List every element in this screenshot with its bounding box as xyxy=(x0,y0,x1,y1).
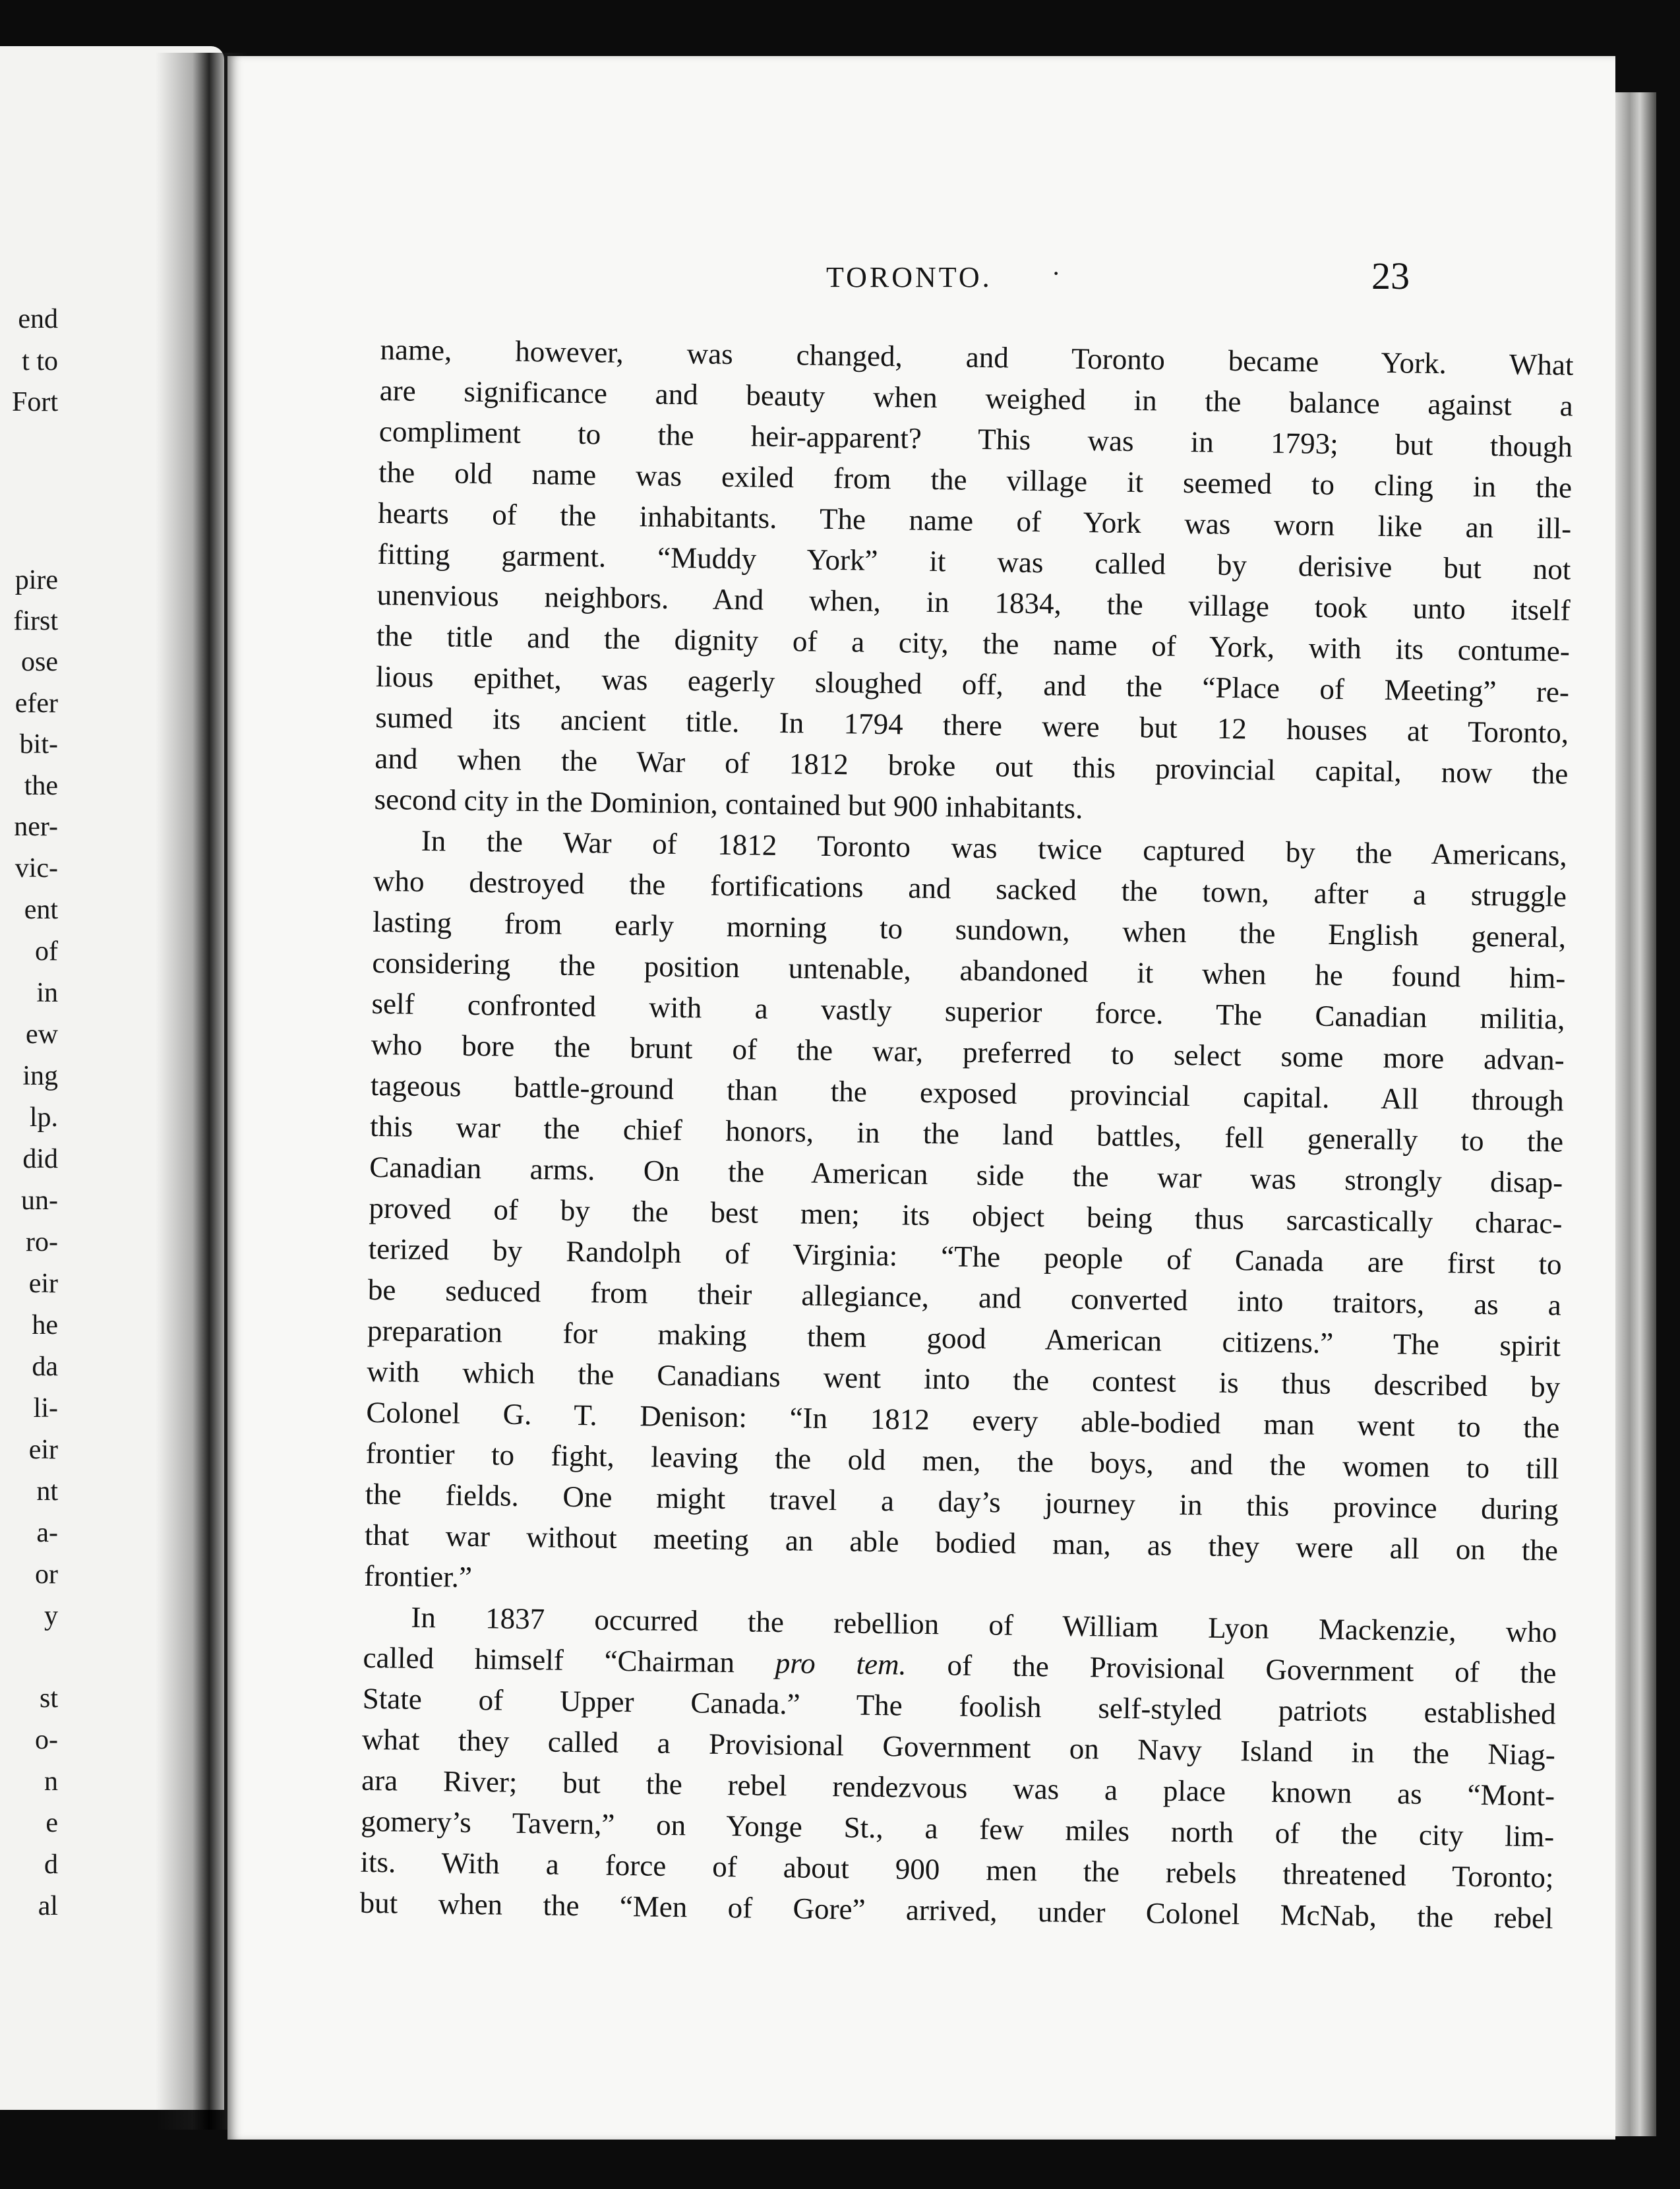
text-line: In the War of 1812 Toronto was twice captured by the Americans, xyxy=(421,824,1568,872)
text-line: name, however, was changed, and Toronto became York. What xyxy=(380,332,1574,382)
left-fragment: lp. xyxy=(29,1102,58,1133)
left-fragment: n xyxy=(44,1766,58,1797)
header-dot: · xyxy=(1052,258,1061,288)
text-line: who bore the brunt of the war, preferred to select some more advan- xyxy=(371,1027,1565,1077)
left-fragment: eir xyxy=(28,1435,58,1465)
text-line: what they called a Provisional Government on Navy Island in the Niag- xyxy=(361,1722,1556,1772)
left-fragment: da xyxy=(32,1352,58,1382)
left-fragment: Fort xyxy=(11,387,58,417)
left-fragment: in xyxy=(36,978,58,1008)
left-fragment: ent xyxy=(24,895,58,925)
text-line: State of Upper Canada.” The foolish self-styled patriots established xyxy=(362,1681,1556,1731)
text-line: Canadian arms. On the American side the war was strongly disap- xyxy=(369,1150,1563,1199)
body-text xyxy=(359,329,1573,1938)
text-line: who destroyed the fortifications and sacked the town, after a struggle xyxy=(373,864,1567,913)
left-fragment: vic- xyxy=(15,853,58,884)
text-line: hearts of the inhabitants. The name of York was worn like an ill- xyxy=(378,496,1572,545)
left-fragment: st xyxy=(39,1683,58,1714)
text-line: ara River; but the rebel rendezvous was a place known as “Mont- xyxy=(361,1763,1555,1813)
text-segment: called himself “Chairman xyxy=(363,1640,735,1679)
page-number: 23 xyxy=(1371,255,1410,297)
left-fragment: ing xyxy=(22,1061,58,1091)
text-line: fitting garment. “Muddy York” it was called by derisive but not xyxy=(377,537,1571,586)
text-line: this war the chief honors, in the land battles, fell generally to the xyxy=(369,1109,1564,1158)
page-stack-edge xyxy=(1615,92,1656,2136)
running-title: TORONTO. xyxy=(826,261,992,293)
left-fragment: t to xyxy=(22,346,58,376)
left-fragment: ose xyxy=(21,647,58,677)
left-fragment: ro- xyxy=(26,1227,58,1257)
text-line: with which the Canadians went into the contest is thus described by xyxy=(366,1354,1561,1404)
text-segment: of the Provisional Government of the xyxy=(947,1648,1557,1690)
left-fragment: did xyxy=(22,1144,58,1174)
text-line: be seduced from their allegiance, and converted into traitors, as a xyxy=(367,1273,1562,1322)
text-line: are significance and beauty when weighed in the balance against a xyxy=(379,373,1573,423)
left-fragment: pire xyxy=(15,565,58,595)
left-fragment: ner- xyxy=(14,812,58,842)
text-line: gomery’s Tavern,” on Yonge St., a few miles north of the city lim- xyxy=(361,1804,1555,1853)
text-line: proved of by the best men; its object being thus sarcastically charac- xyxy=(369,1191,1563,1240)
text-line: lasting from early morning to sundown, when the English general, xyxy=(372,905,1567,954)
left-fragment: o- xyxy=(35,1725,58,1755)
text-line: terized by Randolph of Virginia: “The people of Canada are first to xyxy=(368,1232,1562,1281)
text-line: the fields. One might travel a day’s journey in this province during xyxy=(365,1477,1559,1526)
left-fragment: he xyxy=(32,1310,58,1340)
text-line: preparation for making them good American citizens.” The spirit xyxy=(367,1313,1561,1363)
left-fragment: nt xyxy=(36,1476,58,1507)
text-line: unenvious neighbors. And when, in 1834, the village took unto itself xyxy=(376,578,1571,627)
left-fragment: d xyxy=(44,1849,58,1880)
left-fragment: end xyxy=(18,304,58,334)
left-fragment: ew xyxy=(26,1019,58,1050)
right-page xyxy=(227,56,1615,2140)
text-line: considering the position untenable, abandoned it when he found him- xyxy=(372,945,1566,995)
left-fragment: of xyxy=(35,936,58,967)
italic-phrase: pro tem. xyxy=(775,1646,907,1681)
left-fragment: y xyxy=(44,1601,58,1631)
text-line: the title and the dignity of a city, the name of York, with its contume- xyxy=(376,618,1571,668)
text-line: Colonel G. T. Denison: “In 1812 every able-bodied man went to the xyxy=(366,1395,1560,1445)
left-fragment: eir xyxy=(28,1269,58,1299)
left-fragment: bit- xyxy=(19,729,58,760)
text-line: its. With a force of about 900 men the rebels threatened Toronto; xyxy=(360,1845,1554,1894)
left-fragment: or xyxy=(35,1559,58,1590)
text-line: frontier.” xyxy=(363,1559,473,1594)
text-line: sumed its ancient title. In 1794 there were but 12 houses at Toronto, xyxy=(375,700,1569,750)
left-fragment: al xyxy=(38,1891,58,1921)
text-line: the old name was exiled from the village it seemed to cling in the xyxy=(378,455,1573,504)
text-line: In 1837 occurred the rebellion of William Lyon Mackenzie, who xyxy=(411,1600,1557,1649)
text-line: lious epithet, was eagerly sloughed off, and the “Place of Meeting” re- xyxy=(375,659,1570,709)
left-fragment: a- xyxy=(36,1518,58,1548)
text-line: tageous battle-ground than the exposed provincial capital. All through xyxy=(370,1068,1565,1118)
left-fragment: un- xyxy=(21,1185,58,1216)
text-line: second city in the Dominion, contained but 900 inhabitants. xyxy=(374,782,1083,825)
left-fragment: efer xyxy=(15,688,58,719)
text-line: compliment to the heir-apparent? This was in 1793; but though xyxy=(378,414,1573,464)
text-line: self confronted with a vastly superior force. The Canadian militia, xyxy=(371,986,1565,1036)
text-line: that war without meeting an able bodied man, as they were all on the xyxy=(364,1518,1559,1567)
text-line: but when the “Men of Gore” arrived, under Colonel McNab, the rebel xyxy=(359,1886,1553,1935)
left-fragment: li- xyxy=(33,1393,58,1424)
left-fragment: e xyxy=(45,1808,58,1838)
left-fragment: the xyxy=(24,771,58,801)
left-fragment: first xyxy=(13,606,58,636)
text-line: frontier to fight, leaving the old men, the boys, and the women to till xyxy=(365,1436,1559,1485)
text-line: and when the War of 1812 broke out this provincial capital, now the xyxy=(375,741,1569,791)
